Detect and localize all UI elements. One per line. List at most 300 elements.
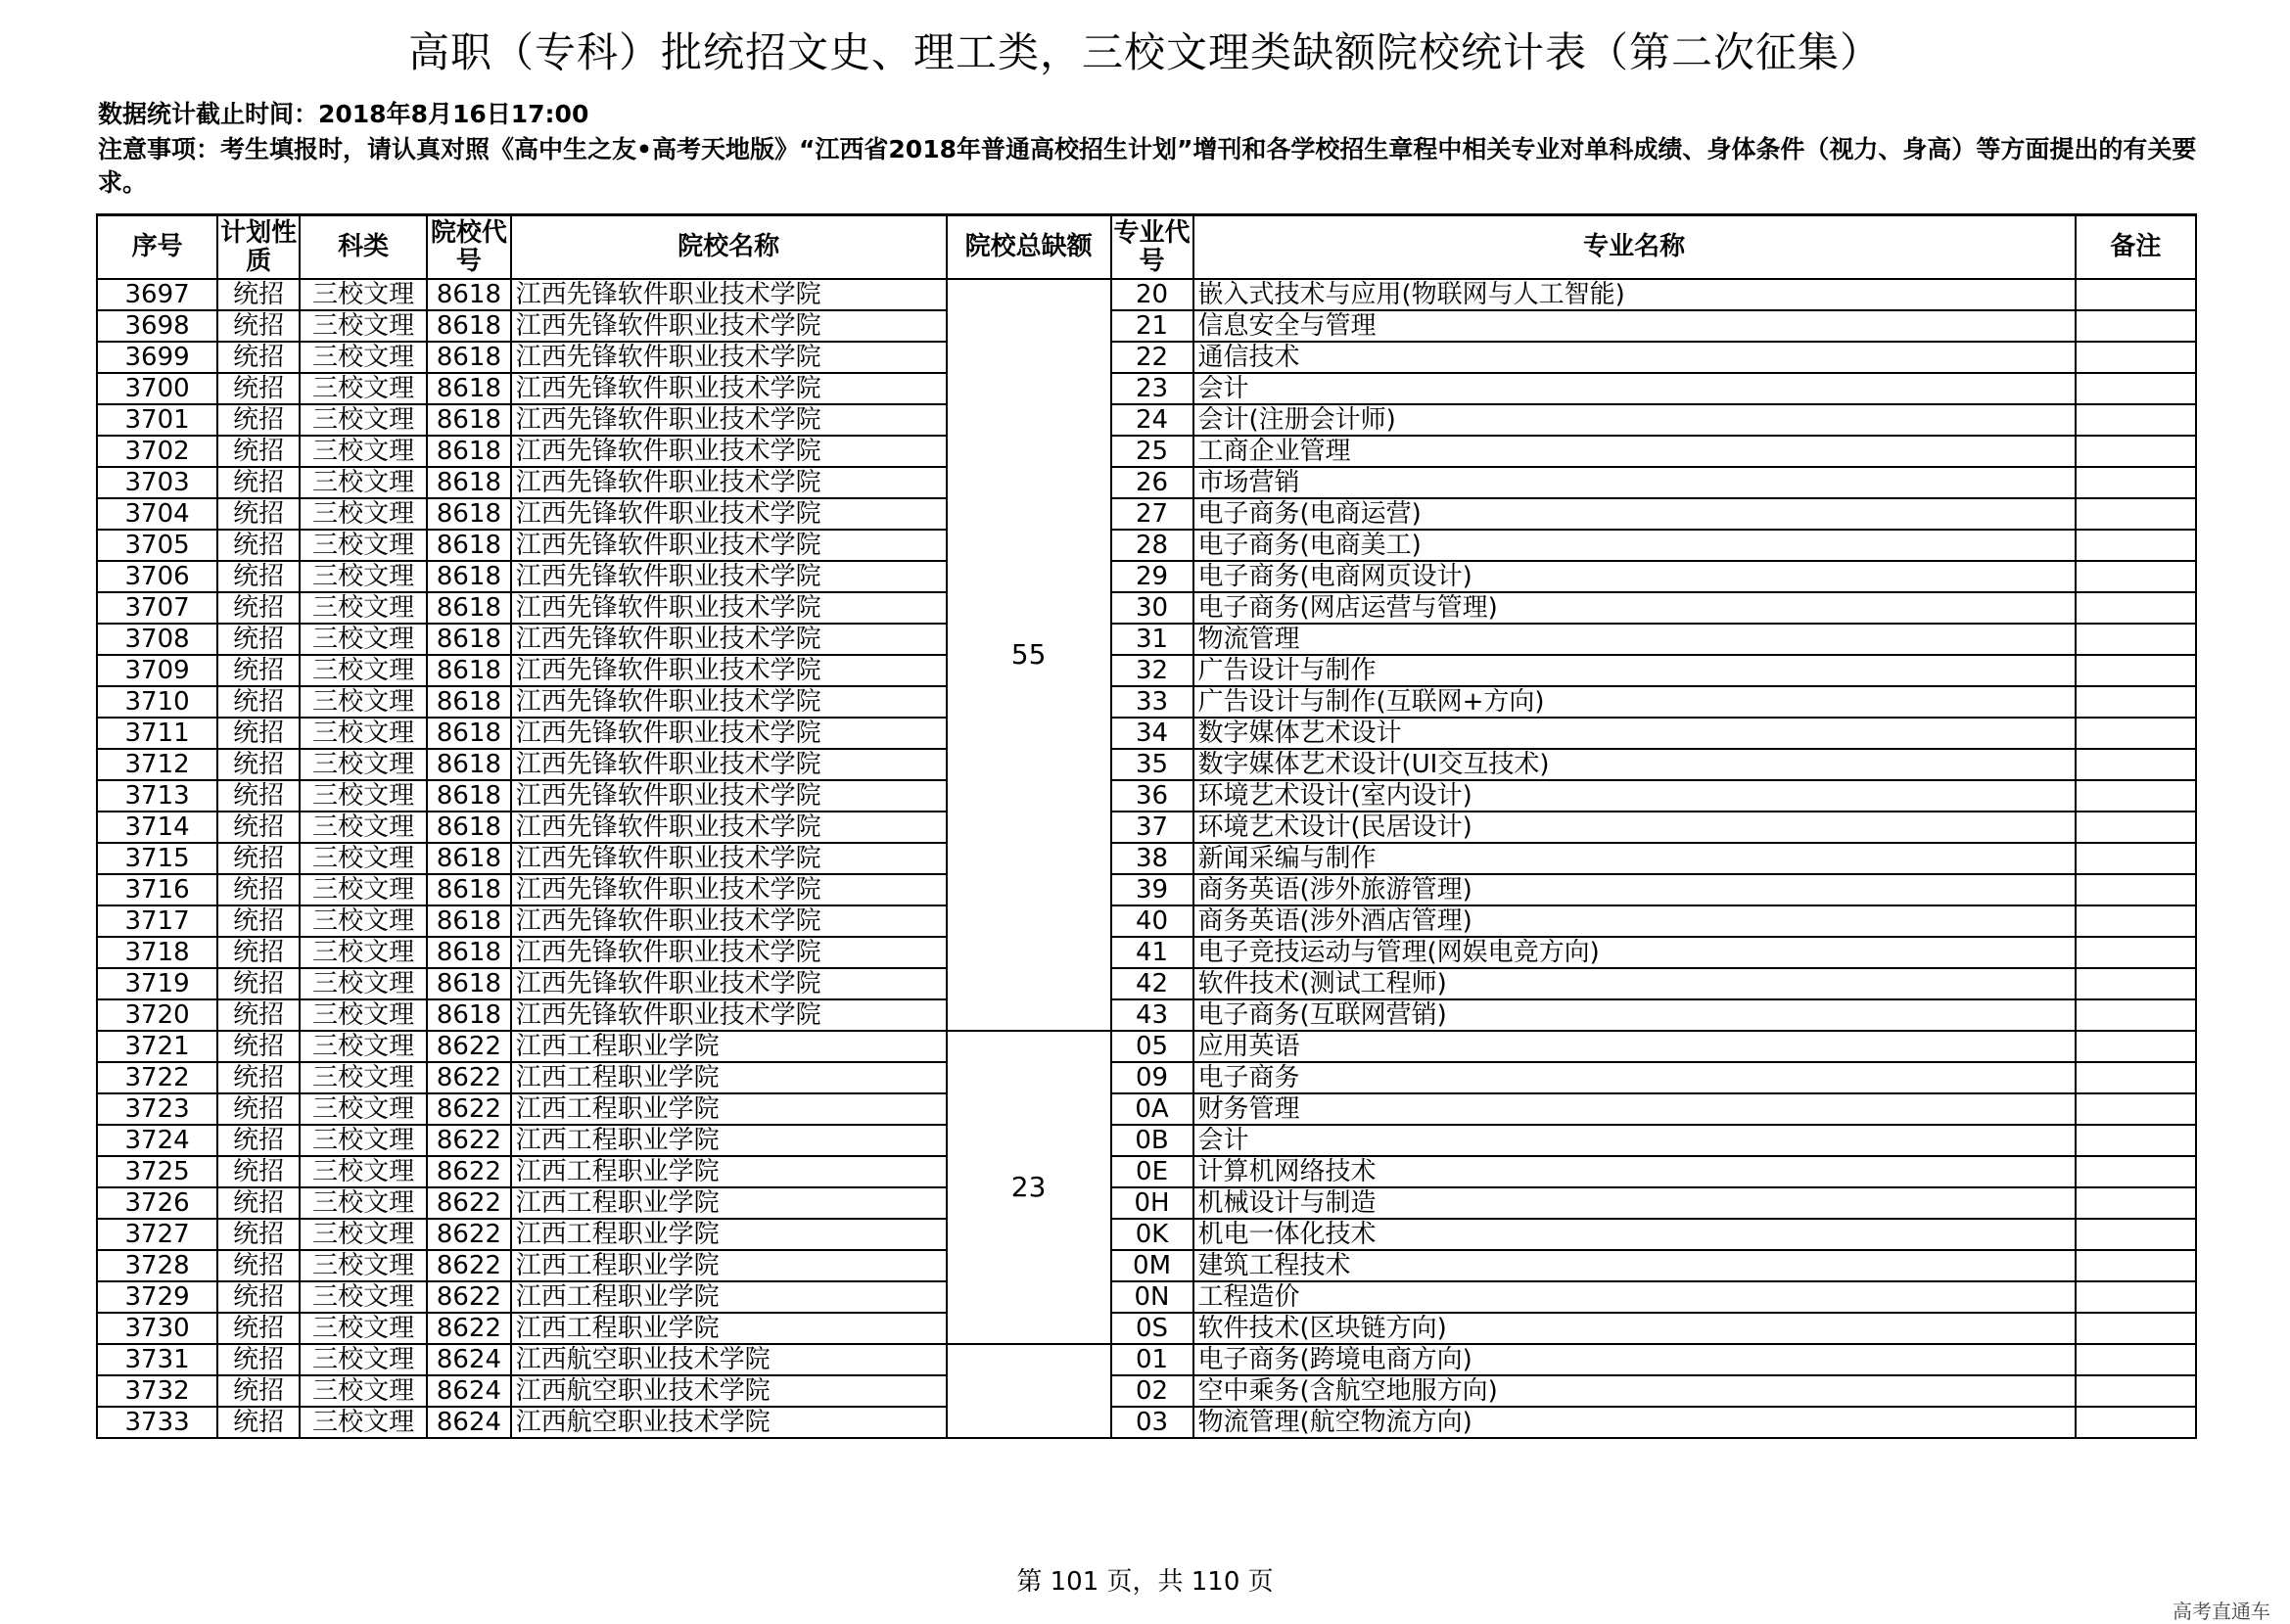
cell-category: 三校文理: [300, 968, 427, 999]
cell-school-code: 8622: [427, 1156, 510, 1187]
cell-plan: 统招: [217, 561, 300, 592]
cell-plan: 统招: [217, 467, 300, 498]
table-row: [97, 843, 2196, 874]
cell-plan: 统招: [217, 310, 300, 342]
cell-school-name: 江西先锋软件职业技术学院: [511, 749, 947, 780]
cell-school-name: 江西工程职业学院: [511, 1125, 947, 1156]
cell-remark: [2076, 718, 2196, 749]
cell-seq: 3707: [97, 592, 217, 624]
cell-remark: [2076, 968, 2196, 999]
cell-major-code: 0H: [1111, 1187, 1193, 1219]
cell-remark: [2076, 749, 2196, 780]
cell-plan: 统招: [217, 279, 300, 310]
cell-plan: 统招: [217, 1281, 300, 1313]
cell-plan: 统招: [217, 1031, 300, 1062]
cell-remark: [2076, 780, 2196, 812]
cell-major-name: 软件技术(区块链方向): [1193, 1313, 2076, 1344]
cell-remark: [2076, 843, 2196, 874]
cell-major-code: 03: [1111, 1407, 1193, 1438]
cell-plan: 统招: [217, 1219, 300, 1250]
cell-category: 三校文理: [300, 812, 427, 843]
cell-school-name: 江西先锋软件职业技术学院: [511, 467, 947, 498]
cell-school-name: 江西先锋软件职业技术学院: [511, 686, 947, 718]
cell-remark: [2076, 530, 2196, 561]
cell-major-code: 25: [1111, 436, 1193, 467]
table-header-row: [97, 215, 2196, 280]
cell-seq: 3725: [97, 1156, 217, 1187]
cell-major-code: 39: [1111, 874, 1193, 905]
cell-school-name: 江西工程职业学院: [511, 1062, 947, 1093]
cell-remark: [2076, 999, 2196, 1031]
cell-plan: 统招: [217, 655, 300, 686]
page-title: 高职（专科）批统招文史、理工类，三校文理类缺额院校统计表（第二次征集）: [407, 28, 1882, 76]
cell-plan: 统招: [217, 843, 300, 874]
cell-seq: 3708: [97, 624, 217, 655]
cell-major-code: 01: [1111, 1344, 1193, 1375]
cell-school-code: 8618: [427, 686, 510, 718]
cell-major-name: 机械设计与制造: [1193, 1187, 2076, 1219]
cell-seq: 3726: [97, 1187, 217, 1219]
cell-school-name: 江西先锋软件职业技术学院: [511, 812, 947, 843]
cell-remark: [2076, 1344, 2196, 1375]
cell-school-code: 8618: [427, 436, 510, 467]
table-row: [97, 905, 2196, 937]
cell-major-name: 数字媒体艺术设计: [1193, 718, 2076, 749]
cell-school-name: 江西先锋软件职业技术学院: [511, 718, 947, 749]
cell-plan: 统招: [217, 1344, 300, 1375]
table-row: [97, 1031, 2196, 1062]
header-seq: 序号: [97, 215, 217, 280]
cell-seq: 3712: [97, 749, 217, 780]
table-row: [97, 1250, 2196, 1281]
cell-school-name: 江西航空职业技术学院: [511, 1407, 947, 1438]
cell-major-code: 0K: [1111, 1219, 1193, 1250]
cell-seq: 3704: [97, 498, 217, 530]
table-row: [97, 968, 2196, 999]
cell-school-code: 8622: [427, 1062, 510, 1093]
cell-major-code: 20: [1111, 279, 1193, 310]
cell-school-code: 8618: [427, 999, 510, 1031]
cell-remark: [2076, 1250, 2196, 1281]
cell-school-name: 江西工程职业学院: [511, 1093, 947, 1125]
cell-school-code: 8618: [427, 874, 510, 905]
cell-major-name: 电子商务: [1193, 1062, 2076, 1093]
cell-school-name: 江西工程职业学院: [511, 1219, 947, 1250]
cell-remark: [2076, 624, 2196, 655]
cell-remark: [2076, 655, 2196, 686]
cell-seq: 3714: [97, 812, 217, 843]
cell-seq: 3727: [97, 1219, 217, 1250]
cell-category: 三校文理: [300, 530, 427, 561]
table-row: [97, 467, 2196, 498]
cell-major-code: 22: [1111, 342, 1193, 373]
cell-school-code: 8622: [427, 1093, 510, 1125]
table-row: [97, 686, 2196, 718]
table-row: [97, 436, 2196, 467]
cell-school-name: 江西先锋软件职业技术学院: [511, 373, 947, 404]
cell-major-name: 广告设计与制作(互联网+方向): [1193, 686, 2076, 718]
cell-remark: [2076, 436, 2196, 467]
cell-category: 三校文理: [300, 404, 427, 436]
cell-major-name: 市场营销: [1193, 467, 2076, 498]
cell-school-code: 8618: [427, 530, 510, 561]
table-row: [97, 373, 2196, 404]
table-row: [97, 1156, 2196, 1187]
cell-school-name: 江西先锋软件职业技术学院: [511, 436, 947, 467]
table-row: [97, 592, 2196, 624]
cell-school-name: 江西先锋软件职业技术学院: [511, 592, 947, 624]
cell-school-code: 8618: [427, 342, 510, 373]
cell-category: 三校文理: [300, 718, 427, 749]
cell-major-name: 物流管理: [1193, 624, 2076, 655]
cell-category: 三校文理: [300, 1125, 427, 1156]
cell-category: 三校文理: [300, 1062, 427, 1093]
cell-school-name: 江西先锋软件职业技术学院: [511, 561, 947, 592]
cell-remark: [2076, 686, 2196, 718]
cell-school-code: 8618: [427, 812, 510, 843]
cell-school-name: 江西先锋软件职业技术学院: [511, 310, 947, 342]
cell-school-name: 江西工程职业学院: [511, 1313, 947, 1344]
cell-seq: 3701: [97, 404, 217, 436]
cell-major-code: 36: [1111, 780, 1193, 812]
cell-school-name: 江西先锋软件职业技术学院: [511, 530, 947, 561]
cell-major-name: 电子商务(电商运营): [1193, 498, 2076, 530]
cell-seq: 3722: [97, 1062, 217, 1093]
cell-plan: 统招: [217, 812, 300, 843]
cell-seq: 3697: [97, 279, 217, 310]
cell-remark: [2076, 1281, 2196, 1313]
cell-seq: 3733: [97, 1407, 217, 1438]
table-row: [97, 310, 2196, 342]
cell-remark: [2076, 812, 2196, 843]
cell-school-code: 8618: [427, 780, 510, 812]
cell-remark: [2076, 561, 2196, 592]
cell-remark: [2076, 279, 2196, 310]
cell-plan: 统招: [217, 968, 300, 999]
cell-plan: 统招: [217, 718, 300, 749]
cell-school-code: 8618: [427, 749, 510, 780]
cell-plan: 统招: [217, 342, 300, 373]
cell-remark: [2076, 1187, 2196, 1219]
cell-category: 三校文理: [300, 1313, 427, 1344]
cell-seq: 3709: [97, 655, 217, 686]
cell-vacancy: 23: [947, 1031, 1111, 1344]
table-row: [97, 999, 2196, 1031]
cell-school-code: 8618: [427, 843, 510, 874]
cell-seq: 3720: [97, 999, 217, 1031]
cell-school-name: 江西先锋软件职业技术学院: [511, 968, 947, 999]
cell-vacancy: [947, 1344, 1111, 1438]
cell-school-code: 8618: [427, 968, 510, 999]
cell-school-name: 江西工程职业学院: [511, 1187, 947, 1219]
cell-major-name: 机电一体化技术: [1193, 1219, 2076, 1250]
cell-remark: [2076, 1062, 2196, 1093]
header-major-code: 专业代号: [1111, 215, 1193, 280]
cell-major-name: 会计: [1193, 373, 2076, 404]
cell-plan: 统招: [217, 1125, 300, 1156]
cell-remark: [2076, 498, 2196, 530]
cell-major-code: 41: [1111, 937, 1193, 968]
cell-major-code: 33: [1111, 686, 1193, 718]
cell-major-code: 0S: [1111, 1313, 1193, 1344]
cell-plan: 统招: [217, 1250, 300, 1281]
cell-remark: [2076, 1156, 2196, 1187]
cell-plan: 统招: [217, 373, 300, 404]
cell-major-code: 30: [1111, 592, 1193, 624]
cell-plan: 统招: [217, 1156, 300, 1187]
cell-major-name: 电子商务(跨境电商方向): [1193, 1344, 2076, 1375]
cell-seq: 3713: [97, 780, 217, 812]
cell-major-code: 0A: [1111, 1093, 1193, 1125]
cell-major-name: 环境艺术设计(民居设计): [1193, 812, 2076, 843]
cell-category: 三校文理: [300, 937, 427, 968]
page-number: 第 101 页，共 110 页: [1016, 1567, 1274, 1597]
cell-major-name: 商务英语(涉外酒店管理): [1193, 905, 2076, 937]
cell-plan: 统招: [217, 905, 300, 937]
cell-remark: [2076, 937, 2196, 968]
cell-category: 三校文理: [300, 624, 427, 655]
cell-school-name: 江西先锋软件职业技术学院: [511, 780, 947, 812]
cell-category: 三校文理: [300, 467, 427, 498]
table-row: [97, 874, 2196, 905]
cell-seq: 3699: [97, 342, 217, 373]
cell-plan: 统招: [217, 1407, 300, 1438]
cell-school-code: 8618: [427, 624, 510, 655]
cell-plan: 统招: [217, 999, 300, 1031]
cell-major-name: 空中乘务(含航空地服方向): [1193, 1375, 2076, 1407]
cell-school-code: 8622: [427, 1250, 510, 1281]
table-row: [97, 812, 2196, 843]
table-row: [97, 1187, 2196, 1219]
cell-school-code: 8622: [427, 1313, 510, 1344]
table-row: [97, 1407, 2196, 1438]
cell-school-name: 江西先锋软件职业技术学院: [511, 498, 947, 530]
cell-remark: [2076, 310, 2196, 342]
watermark: 高考直通车: [2173, 1600, 2270, 1623]
cell-major-code: 0M: [1111, 1250, 1193, 1281]
cell-seq: 3719: [97, 968, 217, 999]
cell-category: 三校文理: [300, 436, 427, 467]
cell-school-code: 8618: [427, 561, 510, 592]
table-row: [97, 624, 2196, 655]
cell-seq: 3702: [97, 436, 217, 467]
table-row: [97, 1219, 2196, 1250]
cell-major-name: 通信技术: [1193, 342, 2076, 373]
cell-school-code: 8618: [427, 467, 510, 498]
cell-major-code: 02: [1111, 1375, 1193, 1407]
cell-seq: 3729: [97, 1281, 217, 1313]
table-row: [97, 404, 2196, 436]
cell-major-code: 09: [1111, 1062, 1193, 1093]
cell-seq: 3703: [97, 467, 217, 498]
cell-major-name: 建筑工程技术: [1193, 1250, 2076, 1281]
vacancy-table: [96, 213, 2197, 1439]
cell-major-code: 0E: [1111, 1156, 1193, 1187]
cell-plan: 统招: [217, 874, 300, 905]
cell-major-name: 商务英语(涉外旅游管理): [1193, 874, 2076, 905]
table-row: [97, 1093, 2196, 1125]
cell-school-code: 8618: [427, 655, 510, 686]
cell-seq: 3717: [97, 905, 217, 937]
cell-school-code: 8622: [427, 1219, 510, 1250]
cell-category: 三校文理: [300, 1375, 427, 1407]
cell-remark: [2076, 592, 2196, 624]
cell-seq: 3721: [97, 1031, 217, 1062]
cell-major-code: 21: [1111, 310, 1193, 342]
table-row: [97, 279, 2196, 310]
cell-major-code: 23: [1111, 373, 1193, 404]
cell-major-code: 35: [1111, 749, 1193, 780]
cell-seq: 3732: [97, 1375, 217, 1407]
cell-remark: [2076, 1219, 2196, 1250]
cell-school-name: 江西先锋软件职业技术学院: [511, 279, 947, 310]
cell-category: 三校文理: [300, 310, 427, 342]
cell-school-code: 8618: [427, 373, 510, 404]
cell-remark: [2076, 1407, 2196, 1438]
cell-school-name: 江西先锋软件职业技术学院: [511, 874, 947, 905]
cell-remark: [2076, 905, 2196, 937]
cell-seq: 3723: [97, 1093, 217, 1125]
table-row: [97, 530, 2196, 561]
cell-major-name: 财务管理: [1193, 1093, 2076, 1125]
cell-major-name: 电子商务(互联网营销): [1193, 999, 2076, 1031]
cell-seq: 3705: [97, 530, 217, 561]
cell-category: 三校文理: [300, 749, 427, 780]
cell-plan: 统招: [217, 749, 300, 780]
header-vacancy: 院校总缺额: [947, 215, 1111, 280]
cell-category: 三校文理: [300, 592, 427, 624]
cell-plan: 统招: [217, 624, 300, 655]
cell-seq: 3730: [97, 1313, 217, 1344]
cell-school-name: 江西先锋软件职业技术学院: [511, 937, 947, 968]
cell-category: 三校文理: [300, 1407, 427, 1438]
cell-major-name: 嵌入式技术与应用(物联网与人工智能): [1193, 279, 2076, 310]
cell-major-code: 27: [1111, 498, 1193, 530]
cell-major-code: 26: [1111, 467, 1193, 498]
cell-major-name: 广告设计与制作: [1193, 655, 2076, 686]
cell-seq: 3698: [97, 310, 217, 342]
cell-major-name: 信息安全与管理: [1193, 310, 2076, 342]
cell-school-code: 8622: [427, 1281, 510, 1313]
cell-school-name: 江西先锋软件职业技术学院: [511, 342, 947, 373]
cell-major-name: 工程造价: [1193, 1281, 2076, 1313]
cell-major-code: 43: [1111, 999, 1193, 1031]
cell-seq: 3711: [97, 718, 217, 749]
cell-category: 三校文理: [300, 905, 427, 937]
table-row: [97, 1375, 2196, 1407]
cell-major-name: 会计(注册会计师): [1193, 404, 2076, 436]
cell-category: 三校文理: [300, 1156, 427, 1187]
cell-major-name: 计算机网络技术: [1193, 1156, 2076, 1187]
cell-school-code: 8618: [427, 404, 510, 436]
cell-school-code: 8618: [427, 498, 510, 530]
cell-plan: 统招: [217, 1093, 300, 1125]
cell-category: 三校文理: [300, 561, 427, 592]
cell-remark: [2076, 1375, 2196, 1407]
table-row: [97, 342, 2196, 373]
cell-category: 三校文理: [300, 1093, 427, 1125]
cell-school-name: 江西工程职业学院: [511, 1031, 947, 1062]
cell-category: 三校文理: [300, 373, 427, 404]
cell-plan: 统招: [217, 1313, 300, 1344]
cell-plan: 统招: [217, 530, 300, 561]
cell-major-name: 应用英语: [1193, 1031, 2076, 1062]
header-school-code: 院校代号: [427, 215, 510, 280]
cell-major-name: 工商企业管理: [1193, 436, 2076, 467]
cell-major-code: 28: [1111, 530, 1193, 561]
notice-text: 注意事项：考生填报时，请认真对照《高中生之友•高考天地版》“江西省2018年普通高校招生计划”增刊和各学校招生章程中相关专业对单科成绩、身体条件（视力、身高）等方面提出的有关要求。: [98, 135, 2197, 197]
header-category: 科类: [300, 215, 427, 280]
cell-remark: [2076, 1313, 2196, 1344]
cell-category: 三校文理: [300, 498, 427, 530]
cell-category: 三校文理: [300, 655, 427, 686]
cell-major-code: 40: [1111, 905, 1193, 937]
cell-seq: 3724: [97, 1125, 217, 1156]
cell-major-code: 42: [1111, 968, 1193, 999]
cell-major-code: 0N: [1111, 1281, 1193, 1313]
cell-category: 三校文理: [300, 843, 427, 874]
table-body: [97, 279, 2196, 1438]
cell-school-name: 江西工程职业学院: [511, 1250, 947, 1281]
cell-school-code: 8618: [427, 905, 510, 937]
cell-category: 三校文理: [300, 999, 427, 1031]
cell-category: 三校文理: [300, 1250, 427, 1281]
cell-seq: 3718: [97, 937, 217, 968]
table-row: [97, 498, 2196, 530]
cell-category: 三校文理: [300, 279, 427, 310]
cell-remark: [2076, 874, 2196, 905]
table-row: [97, 749, 2196, 780]
cell-school-name: 江西先锋软件职业技术学院: [511, 999, 947, 1031]
cell-remark: [2076, 1093, 2196, 1125]
cell-major-name: 环境艺术设计(室内设计): [1193, 780, 2076, 812]
cell-seq: 3715: [97, 843, 217, 874]
table-row: [97, 561, 2196, 592]
cell-category: 三校文理: [300, 780, 427, 812]
cell-major-name: 电子竞技运动与管理(网娱电竞方向): [1193, 937, 2076, 968]
cell-major-code: 37: [1111, 812, 1193, 843]
cell-school-code: 8618: [427, 279, 510, 310]
cell-plan: 统招: [217, 436, 300, 467]
cell-category: 三校文理: [300, 1031, 427, 1062]
cell-school-name: 江西工程职业学院: [511, 1281, 947, 1313]
cell-major-code: 32: [1111, 655, 1193, 686]
cell-school-code: 8622: [427, 1187, 510, 1219]
table-row: [97, 780, 2196, 812]
cell-seq: 3716: [97, 874, 217, 905]
cell-school-code: 8624: [427, 1407, 510, 1438]
cell-major-code: 31: [1111, 624, 1193, 655]
header-major-name: 专业名称: [1193, 215, 2076, 280]
cell-major-name: 电子商务(电商美工): [1193, 530, 2076, 561]
cell-school-name: 江西航空职业技术学院: [511, 1344, 947, 1375]
cell-school-name: 江西先锋软件职业技术学院: [511, 843, 947, 874]
cell-category: 三校文理: [300, 1187, 427, 1219]
cell-category: 三校文理: [300, 686, 427, 718]
cell-school-name: 江西先锋软件职业技术学院: [511, 624, 947, 655]
table-row: [97, 1125, 2196, 1156]
cell-school-code: 8624: [427, 1375, 510, 1407]
cell-major-name: 软件技术(测试工程师): [1193, 968, 2076, 999]
cell-category: 三校文理: [300, 1344, 427, 1375]
cell-plan: 统招: [217, 780, 300, 812]
cell-school-code: 8618: [427, 718, 510, 749]
table-row: [97, 937, 2196, 968]
cell-school-code: 8622: [427, 1125, 510, 1156]
cell-seq: 3706: [97, 561, 217, 592]
cell-major-name: 物流管理(航空物流方向): [1193, 1407, 2076, 1438]
cell-plan: 统招: [217, 1062, 300, 1093]
